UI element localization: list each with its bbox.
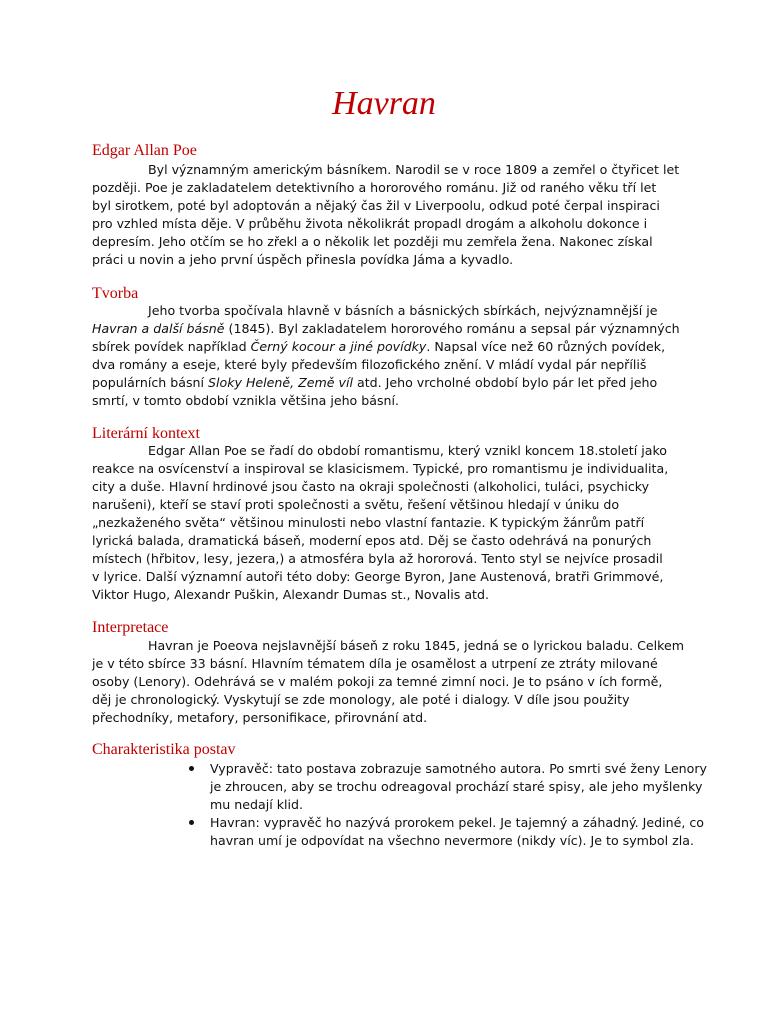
character-list [92,760,708,850]
paragraph-tvorba [92,302,680,410]
text-span: atd. Jeho vrcholné období bylo pár let před jeho [353,375,658,390]
bullet-icon [189,820,194,825]
text-line [92,338,677,356]
text-line [92,374,677,392]
text-span: . Napsal více než 60 různých povídek, [426,339,666,354]
text-line: místech (hřbitov, lesy, jezera,) a atmosféra byla až hororová. Tento styl se nejvíce prosadil [92,551,663,566]
paragraph-interpretace [92,637,685,727]
text-line: narušeni), kteří se staví proti společnosti a světu, řešení většinou hledají v úniku do [92,497,620,512]
text-line: Viktor Hugo, Alexandr Puškin, Alexandr Dumas st., Novalis atd. [92,587,489,602]
text-line: byl sirotkem, poté byl adoptován a nějaký čas žil v Liverpoolu, odkud poté čerpal inspiraci [92,198,660,213]
section-heading-tvorba: Tvorba [92,285,139,302]
text-line [92,320,680,338]
page-title: Havran [332,85,436,122]
text-line: havran umí je odpovídat na všechno nevermore (nikdy víc). Je to symbol zla. [210,833,694,848]
list-item-text [210,814,705,850]
text-line: děj je chronologický. Vyskytují se zde monology, ale poté i dialogy. V díle jsou použity [92,692,630,707]
text-line: Vypravěč: tato postava zobrazuje samotného autora. Po smrti své ženy Lenory [210,761,708,776]
text-line: dva romány a eseje, které byly především filozofického znění. V mládí vydal pár nepříliš [92,357,647,372]
text-span: (1845). Byl zakladatelem hororového románu a sepsal pár významných [224,321,680,336]
text-line: přechodníky, metafory, personifikace, přirovnání atd. [92,710,428,725]
list-item [92,760,708,814]
text-line: city a duše. Hlavní hrdinové jsou často na okraji společnosti (alkoholici, tuláci, psychicky [92,479,650,494]
book-title: Sloky Heleně, Země víl [208,375,353,390]
text-line: později. Poe je zakladatelem detektivního a hororového románu. Již od raného věku tří let [92,180,657,195]
text-line: Byl významným americkým básníkem. Narodil se v roce 1809 a zemřel o čtyřicet let [148,162,680,177]
text-line: práci u novin a jeho první úspěch přinesla povídka Jáma a kyvadlo. [92,252,514,267]
section-heading-kontext: Literární kontext [92,425,200,442]
section-heading-postavy: Charakteristika postav [92,741,236,758]
text-line: je v této sbírce 33 básní. Hlavním tématem díla je osamělost a utrpení ze ztráty milované [92,656,658,671]
book-title: Černý kocour a jiné povídky [250,339,427,354]
text-span: sbírek povídek například [92,339,251,354]
list-item-text [210,760,708,814]
list-item [92,814,705,850]
text-line: Havran: vypravěč ho nazývá prorokem pekel. Je tajemný a záhadný. Jediné, co [210,815,705,830]
text-line: v lyrice. Další významní autoři této doby: George Byron, Jane Austenová, bratři Grimmové, [92,569,664,584]
section-heading-interpretace: Interpretace [92,619,169,636]
text-line: lyrická balada, dramatická báseň, moderní epos atd. Děj se často odehrává na ponurých [92,533,652,548]
text-line: reakce na osvícenství a inspiroval se klasicismem. Typické, pro romantismu je individualita, [92,461,669,476]
text-line: Havran je Poeova nejslavnější báseň z roku 1845, jedná se o lyrickou baladu. Celkem [148,638,685,653]
text-line: „nezkaženého světa“ většinou minulosti nebo vlastní fantazie. K typickým žánrům patří [92,515,645,530]
paragraph-kontext [92,442,677,604]
section-heading-poe: Edgar Allan Poe [92,142,197,159]
text-line: mu nedají klid. [210,797,303,812]
text-line: depresím. Jeho otčím se ho zřekl a o několik let později mu zemřela žena. Nakonec získal [92,234,653,249]
text-line: smrtí, v tomto období vznikla většina jeho básní. [92,393,400,408]
text-span: populárních básní [92,375,208,390]
book-title: Havran a další básně [92,321,225,336]
text-line: osoby (Lenory). Odehrává se v malém pokoji za temné zimní noci. Je to psáno v ích formě, [92,674,663,689]
paragraph-poe [92,161,680,269]
bullet-icon [189,766,194,771]
text-line: je zhroucen, aby se trochu odreagoval prochází staré spisy, ale jeho myšlenky [210,779,703,794]
text-line: Edgar Allan Poe se řadí do období romantismu, který vznikl koncem 18.století jako [148,443,667,458]
text-line: pro vzhled místa děje. V průběhu života několikrát propadl drogám a alkoholu dokonce i [92,216,648,231]
text-line: Jeho tvorba spočívala hlavně v básních a básnických sbírkách, nejvýznamnější je [148,303,658,318]
